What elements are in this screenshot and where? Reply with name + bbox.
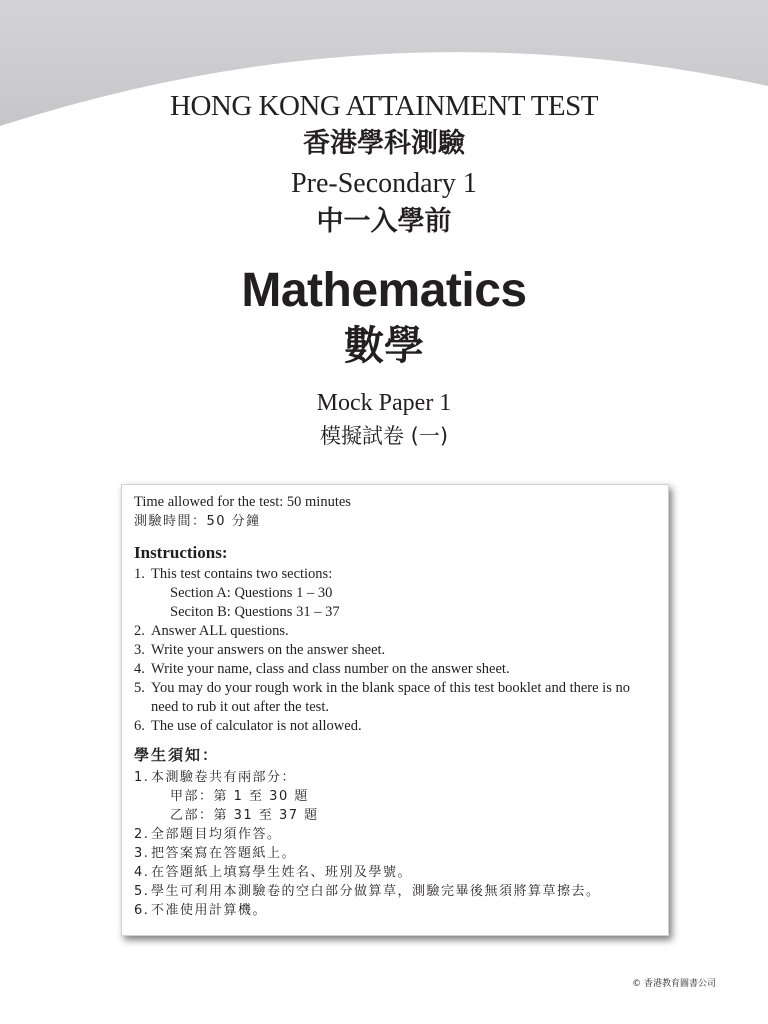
instruction-zh-item: [134, 882, 656, 901]
instruction-item-text: Answer ALL questions.: [151, 623, 289, 639]
instruction-zh-item-text: 本測驗卷共有兩部分：: [151, 770, 297, 785]
instruction-item-number: 5.: [134, 680, 145, 696]
level-en: Pre-Secondary 1: [291, 168, 477, 199]
instruction-item-text: Write your answers on the answer sheet.: [151, 642, 386, 658]
header: [0, 88, 768, 242]
instruction-zh-item-text: 甲部：第 1 至 30 題: [170, 789, 309, 804]
instruction-item-number: 4.: [134, 661, 145, 677]
instructions-title-zh: 學生須知：: [134, 746, 220, 764]
instruction-zh-item: [134, 863, 656, 882]
instruction-zh-item-text: 全部題目均須作答。: [151, 827, 282, 842]
instruction-zh-item: [134, 768, 656, 787]
paper-zh: 模擬試卷 (一): [319, 424, 449, 448]
instruction-item: [134, 660, 656, 679]
instruction-zh-item: [134, 787, 656, 806]
instructions-list-zh: [134, 768, 656, 920]
subject: [0, 262, 768, 372]
paper-label: [0, 386, 768, 452]
instruction-item-number: 6.: [134, 718, 145, 734]
instruction-item-text: You may do your rough work in the blank space of this test booklet and there is no need to rub it out after the test.: [151, 680, 630, 715]
instruction-item-number: 3.: [134, 642, 145, 658]
instruction-item-number: 1.: [134, 566, 145, 582]
instruction-zh-item-number: 5.: [134, 884, 150, 899]
instruction-item: [134, 603, 656, 622]
instruction-zh-item-number: 2.: [134, 827, 150, 842]
instructions-list: [134, 565, 656, 736]
instruction-zh-item-text: 在答題紙上填寫學生姓名、班別及學號。: [151, 865, 413, 880]
title-en: HONG KONG ATTAINMENT TEST: [170, 90, 598, 122]
instruction-item-number: 2.: [134, 623, 145, 639]
instruction-item: [134, 679, 656, 717]
instruction-zh-item: [134, 825, 656, 844]
instruction-zh-item: [134, 844, 656, 863]
instruction-item-text: This test contains two sections:: [151, 566, 333, 582]
paper-en: Mock Paper 1: [316, 390, 452, 416]
instruction-zh-item: [134, 806, 656, 825]
instruction-item: [134, 622, 656, 641]
instruction-zh-item-text: 乙部：第 31 至 37 題: [170, 808, 319, 823]
instruction-item: [134, 565, 656, 584]
instruction-item: [134, 717, 656, 736]
instructions-title: Instructions:: [134, 543, 228, 562]
instruction-zh-item-number: 3.: [134, 846, 150, 861]
instruction-item: [134, 584, 656, 603]
time-allowed-en: Time allowed for the test: 50 minutes: [134, 494, 351, 510]
level-zh: 中一入學前: [316, 206, 452, 237]
instruction-zh-item-text: 不准使用計算機。: [151, 903, 268, 918]
instruction-item-text: Seciton B: Questions 31 – 37: [170, 604, 340, 620]
instruction-zh-item-number: 1.: [134, 770, 150, 785]
instruction-zh-item-text: 學生可利用本測驗卷的空白部分做算草，測驗完畢後無須將算草擦去。: [151, 884, 601, 899]
time-allowed-zh: 測驗時間：50 分鐘: [134, 514, 261, 529]
instruction-zh-item-text: 把答案寫在答題紙上。: [151, 846, 297, 861]
instructions-box: [121, 484, 669, 936]
instruction-item-text: Section A: Questions 1 – 30: [170, 585, 333, 601]
subject-zh: 數學: [344, 323, 424, 369]
instruction-zh-item-number: 6.: [134, 903, 150, 918]
title-zh: 香港學科測驗: [303, 128, 465, 159]
instruction-item-text: Write your name, class and class number on the answer sheet.: [151, 661, 510, 677]
instruction-zh-item: [134, 901, 656, 920]
copyright: © 香港教育圖書公司: [632, 979, 716, 989]
instruction-item-text: The use of calculator is not allowed.: [151, 718, 362, 734]
instruction-zh-item-number: 4.: [134, 865, 150, 880]
subject-en: Mathematics: [241, 264, 527, 317]
instruction-item: [134, 641, 656, 660]
